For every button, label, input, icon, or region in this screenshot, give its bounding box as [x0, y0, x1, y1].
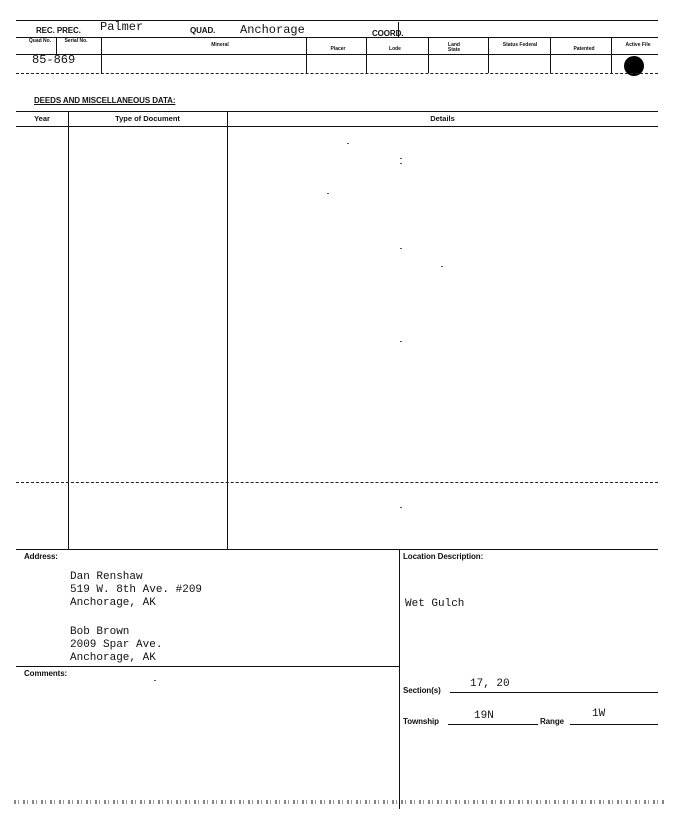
location-label: Location Description:	[403, 552, 484, 561]
col-type-of-document: Type of Document	[115, 114, 180, 123]
header-mid-rule	[16, 37, 658, 38]
location-value: Wet Gulch	[405, 598, 465, 610]
col-lode: Lode	[389, 46, 401, 52]
scan-speck	[154, 680, 156, 681]
divider	[101, 37, 102, 73]
lower-divider	[399, 549, 400, 809]
comments-label: Comments:	[24, 669, 68, 678]
col-serial-no: Serial No.	[64, 38, 88, 44]
range-line	[570, 724, 658, 725]
range-label: Range	[540, 717, 564, 726]
address-2-city: Anchorage, AK	[70, 652, 156, 664]
scan-speck	[400, 158, 402, 159]
address-block-2	[70, 626, 162, 665]
col-quad-no: Quad No.	[28, 38, 52, 44]
address-bottom-rule	[16, 666, 399, 667]
col-patented: Patented	[573, 46, 595, 52]
col-land-state: Land State	[447, 42, 461, 53]
scan-bottom-edge	[14, 800, 664, 804]
divider	[306, 37, 307, 73]
divider	[488, 37, 489, 73]
quad-value: Anchorage	[240, 23, 305, 37]
scan-speck	[400, 341, 402, 342]
deeds-divider-year	[68, 111, 69, 549]
divider	[56, 37, 57, 54]
col-active: Active File	[625, 42, 651, 48]
scan-speck	[400, 163, 402, 164]
sections-label: Section(s)	[403, 686, 441, 695]
address-2-name: Bob Brown	[70, 626, 130, 638]
header-bottom-rule	[16, 73, 658, 74]
rec-prec-value: Palmer	[100, 20, 144, 34]
address-1-city: Anchorage, AK	[70, 597, 156, 609]
rec-prec-label: REC. PREC.	[36, 26, 81, 35]
address-1-street: 519 W. 8th Ave. #209	[70, 584, 203, 596]
deeds-header-rule	[16, 126, 658, 127]
township-line	[448, 724, 538, 725]
divider	[611, 37, 612, 73]
col-mineral: Mineral	[211, 42, 229, 48]
deeds-dashed-rule	[16, 482, 658, 483]
header-row-rule	[16, 54, 658, 55]
divider	[366, 37, 367, 73]
coord-label: COORD.	[372, 29, 404, 38]
col-status-federal: Status Federal	[502, 42, 538, 48]
address-2-street: 2009 Spar Ave.	[70, 639, 163, 651]
scan-speck	[441, 266, 443, 267]
quad-label: QUAD.	[190, 26, 216, 35]
address-label: Address:	[24, 552, 58, 561]
col-year: Year	[34, 114, 50, 123]
scan-speck	[347, 143, 349, 144]
divider	[550, 37, 551, 73]
divider	[398, 22, 399, 37]
col-placer: Placer	[330, 46, 346, 52]
township-value: 19N	[474, 710, 494, 722]
scan-speck	[400, 248, 402, 249]
deeds-bottom-rule	[16, 549, 658, 550]
scan-speck	[327, 193, 329, 194]
range-value: 1W	[592, 708, 606, 720]
deeds-top-rule	[16, 111, 658, 112]
col-details: Details	[430, 114, 455, 123]
township-label: Township	[403, 717, 439, 726]
sections-value: 17, 20	[470, 678, 510, 690]
scan-speck	[400, 507, 402, 508]
quad-serial-value: 85-869	[32, 53, 76, 67]
deeds-title: DEEDS AND MISCELLANEOUS DATA:	[34, 96, 176, 105]
divider	[428, 37, 429, 73]
address-block-1	[70, 571, 202, 610]
sections-line	[450, 692, 658, 693]
address-1-name: Dan Renshaw	[70, 571, 143, 583]
deeds-divider-type	[227, 111, 228, 549]
